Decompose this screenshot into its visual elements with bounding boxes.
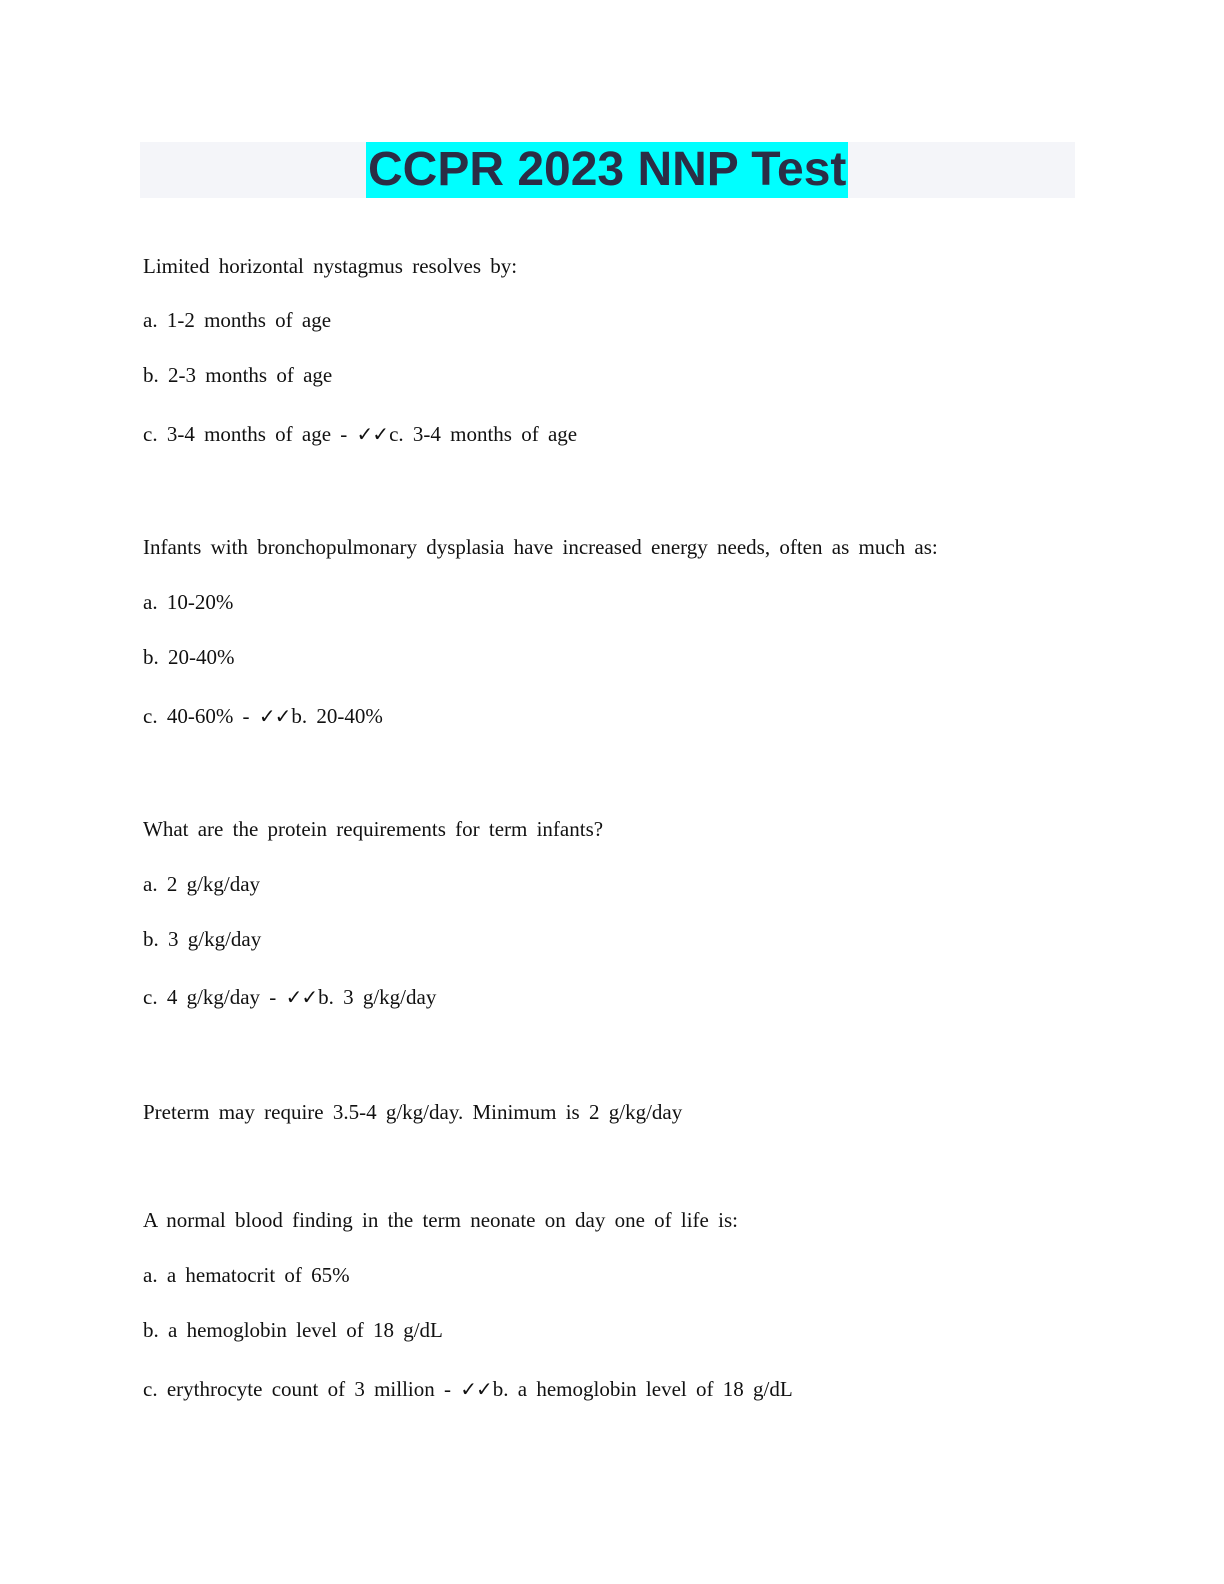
question-1-option-c-with-answer xyxy=(143,421,577,447)
question-3-option-b: b. 3 g/kg/day xyxy=(143,927,262,951)
question-2-option-b: b. 20-40% xyxy=(143,645,235,669)
question-2-option-c: c. 40-60% - xyxy=(143,704,259,728)
question-2-answer: b. 20-40% xyxy=(291,704,383,728)
question-4-option-b: b. a hemoglobin level of 18 g/dL xyxy=(143,1318,443,1342)
check-mark-icon: ✓✓ xyxy=(285,985,318,1009)
question-4-option-c: c. erythrocyte count of 3 million - xyxy=(143,1377,461,1401)
question-2-option-a: a. 10-20% xyxy=(143,590,234,614)
document-title: CCPR 2023 NNP Test xyxy=(368,143,847,196)
question-4-prompt: A normal blood finding in the term neonate on day one of life is: xyxy=(143,1208,738,1232)
question-3-option-c: c. 4 g/kg/day - xyxy=(143,985,286,1009)
question-3-answer: b. 3 g/kg/day xyxy=(318,985,437,1009)
question-3-option-a: a. 2 g/kg/day xyxy=(143,872,261,896)
question-2-prompt: Infants with bronchopulmonary dysplasia have increased energy needs, often as much as: xyxy=(143,535,938,559)
question-3-prompt: What are the protein requirements for term infants? xyxy=(143,817,604,841)
protein-note: Preterm may require 3.5-4 g/kg/day. Minimum is 2 g/kg/day xyxy=(143,1100,683,1124)
check-mark-icon: ✓✓ xyxy=(356,422,389,446)
question-4-option-c-with-answer xyxy=(143,1376,793,1402)
check-mark-icon: ✓✓ xyxy=(258,704,291,728)
question-1-option-a: a. 1-2 months of age xyxy=(143,308,332,332)
question-4-answer: b. a hemoglobin level of 18 g/dL xyxy=(492,1377,793,1401)
question-3-option-c-with-answer xyxy=(143,984,436,1010)
check-mark-icon: ✓✓ xyxy=(460,1377,492,1401)
question-1-answer: c. 3-4 months of age xyxy=(389,422,578,446)
question-1-option-c: c. 3-4 months of age - xyxy=(143,422,357,446)
question-1-prompt: Limited horizontal nystagmus resolves by: xyxy=(143,254,518,278)
question-2-option-c-with-answer xyxy=(143,703,383,729)
question-4-option-a: a. a hematocrit of 65% xyxy=(143,1263,350,1287)
question-1-option-b: b. 2-3 months of age xyxy=(143,363,333,387)
